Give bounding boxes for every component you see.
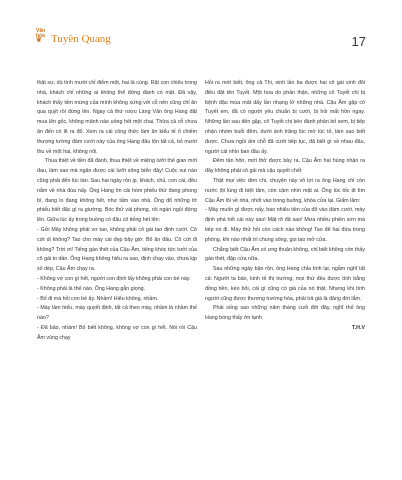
- article-paragraph: Chẳng biết Cậu Ấm có ưng thuận không, chỉ biết không còn thấy gào thét, đập cửa nữa.: [205, 246, 365, 263]
- article-paragraph: thật sự, dù tình mười chỉ điểm một, hai là cùng. Rặt con chiêu trong nhà, khách chỉ những ai không thể đứng đành có mặt. Đã vậy, khách thấy tiền mừng của mình không xứng với cỗ nên cũng chỉ ăn qua quýt rồi đứng lên. Ngay cả thứ rượu Làng Vân ông Hang đặt mua lên gốc, không mảnh nào uống hết một chai. Thừa cả cỗ chưa ăn đến có lẽ ra đổ. Xem ra cái công thức làm ăn kiểu tế ổ chiếm thượng tường đám cưới này của ông Hang đâu lộn tất cả, bỏ mười thu về một hai, không nổi.: [37, 80, 197, 155]
- logo-small-text: Văn hóa: [36, 28, 46, 39]
- article-paragraph: - Mày muốn gì được nấy, bao nhiêu tiền của đổ vào đám cưới, mày định phá hết cái này sao! Mặt rõ đã sao! Mưa nhiều phiền sơn mà tiếp nó đi. Mày thử hỏi còn cách nào không! Tao để hai đứa trong phòng, khi nào nhất trí chung sống, gọi tao mở cửa.: [205, 207, 365, 243]
- article-paragraph: Thua thiệt về tiền đã đành, thua thiệt về miệng lưỡi thế gian mới đau, làm sao mà ngăn được cái lưỡi sông biển đây! Cuộc vui nào cũng phải đến lúc tàn. Sau hai ngày rộn ịp, khách, chủ, con cái, đều nằm về nhà đùa nấy. Ông Hang ôn cái hòm phiếu thứ đang phong bì, đang lo đang không hết, như tấm vào nhà. Ông đổ những tờ phiếu biết đặc gì ra giường. Bóc thử vài phong, rồi ngán ngủi đứng lên. Giữa lúc ấy trong buồng có đâu cô tiếng hét lên:: [37, 158, 197, 224]
- article-paragraph: - Đã bảo, nhầm! Bố biết không, không vợ con gì hết. Nói rồi Cậu Ấm vùng chạy: [37, 324, 197, 341]
- page-number: 17: [351, 34, 366, 49]
- article-paragraph: Phải sống sao những năm tháng cuối đời đây, nghĩ thế ông Hang bóng thấy ớn lạnh: [205, 305, 365, 322]
- article-column-right: [205, 79, 365, 334]
- article-paragraph: Sau những ngày bận rộn, ông Hang chỉa tính lại, ngẫm nghĩ tất cả: Người ta bảo, kinh tế thị trường, mọi thứ đều được tính bằng đồng tiền, kéo bỏi, cái gì cũng có giá của nó thật. Nhưng khi tính người cũng được thương trường hóa, phải trả giá là đảng đời lắm.: [205, 266, 365, 302]
- logo-title: Tuyên Quang: [51, 33, 111, 45]
- author-signature: T.H.V: [352, 324, 365, 331]
- article-paragraph: - Không phải là thế nào. Ông Hang gắn giọng.: [37, 285, 146, 292]
- article-paragraph: - Không vợ con gì hết, người con định lấy không phải con bé này.: [37, 275, 191, 282]
- article-paragraph: - Bố đi mà hỏi con bé ấy. Nhầm! Hiểu không, nhầm.: [37, 295, 159, 302]
- article-paragraph: Đêm tân hôn, mới thở được bày ra. Cậu Ấm hai hùng nhận ra đây không phải cô gái mà cậu quyết chết: [205, 158, 365, 175]
- page-header: [0, 0, 402, 60]
- article-column-left: [37, 79, 197, 344]
- article-paragraph: Thật mọi việc đơn chi, chuyện này vô lợi ra ông Hang chỉ còn nước lội lùng đi biệt tăm, còn cậm nhìn mặt ai. Ông lúc tốc đi tìm Cậu Ấm lôi về nhà, nhốt vào trong buồng, khóa cửa lại. Giấm lâm:: [205, 177, 365, 204]
- article-paragraph: - Mày làm hiểu, mày quyết định, tất cả theo mày, nhầm là nhầm thế nào?: [37, 305, 197, 322]
- article-paragraph: Hỏi ra mới biết, ông cả Thi, sinh lần ba được hai cô gái sinh đôi điều đặt tên Tuyết. Một hoa do phần thận, những cô Tuyết chị bị bệnh đậu mùa mất dấy lần nhạng lở những nhà. Cậu Ấm gặp cô Tuyết em, đã có người yêu chuẩn bị cưới, bị hỏi mất hồn ngay. Những lần sau đến gặp, cô Tuyết chị kéo đành phần bố xem, bị tiếp nhận nhóm buổi đêm, dưới ánh trăng lúc mờ lúc tỏ, làm sao biết được. Chưa ngồi ấm chỗ đã cưới tiếp tục, đã biết gì về nhau đâu, người cái nhìn ban đầu ấy.: [205, 80, 365, 155]
- logo-flower-icon: ❦: [36, 37, 42, 44]
- article-paragraph: - Gửi Mây không phải vơ tao, không phải cô gái tao định cưới. Cô cứt di không? Tao cho mày cái đẹp bây giờ. Bố ăn đâu. Cô cứt đi không? Trời ơi! Tiếng gào thét của Cậu Ấm, tiếng khóc tức tưởi của cô gái to dần. Ông Hang không hiểu ra sao, định chạy vào, chưa kịp xỏ dép, Cậu Ấm chạy ra.: [37, 226, 197, 273]
